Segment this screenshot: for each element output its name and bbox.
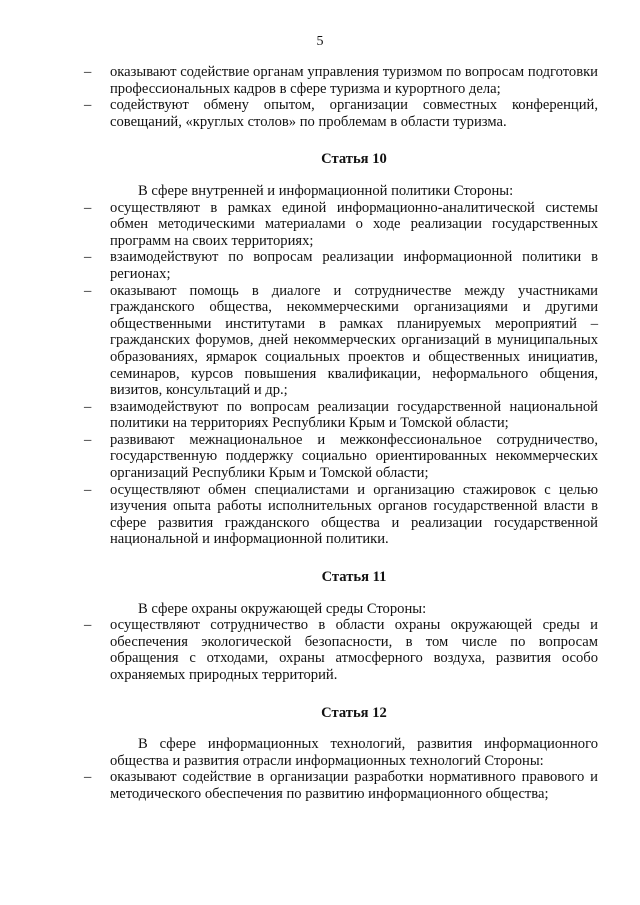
list-item: – содействуют обмену опытом, организации совместных конференций, совещаний, «круглых столов» по проблемам в области туризма. — [84, 97, 598, 130]
article-11-title: Статья 11 — [321, 569, 387, 586]
article-12-title: Статья 12 — [321, 704, 387, 721]
article-10-title: Статья 10 — [321, 151, 387, 168]
list-item: – осуществляют сотрудничество в области охраны окружающей среды и обеспечения экологической безопасности, в том числе по вопросам обращения с отходами, охраны атмосферного воздуха, развития особо охраняемых природных территорий. — [84, 617, 598, 683]
list-item: – осуществляют обмен специалистами и организацию стажировок с целью изучения опыта работы исполнительных органов государственной власти в сфере развития гражданского общества и реализации государственной национальной и информационной политики. — [84, 481, 598, 548]
dash-marker: – — [84, 249, 92, 266]
list-item: – оказывают содействие органам управления туризмом по вопросам подготовки профессиональных кадров в сфере туризма и курортного дела; — [84, 64, 598, 97]
dash-marker: – — [84, 64, 92, 80]
list-item: – оказывают помощь в диалоге и сотрудничестве между участниками гражданского общества, некоммерческими организациями и другими общественными институтами в рамках планируемых мероприятий – гражданских форумов, дней некоммерческих организаций в муниципальных образованиях, ярмарок социальных проектов и общественных инициатив, семинаров, курсов повышения квалификации, неформального общения, визитов, консультаций и др.; — [84, 282, 598, 399]
list-item: – взаимодействуют по вопросам реализации информационной политики в регионах; — [84, 249, 598, 282]
dash-marker: – — [84, 282, 92, 299]
article-10-intro: В сфере внутренней и информационной политики Стороны: — [138, 182, 514, 199]
dash-marker: – — [84, 199, 92, 216]
dash-marker: – — [84, 481, 92, 498]
dash-marker: – — [84, 97, 92, 114]
list-item: – оказывают содействие в организации разработки нормативного правового и методического обеспечения по развитию информационного общества; — [84, 769, 598, 802]
dash-marker: – — [84, 398, 92, 415]
document-body — [84, 64, 598, 803]
article-12-intro: В сфере информационных технологий, развития информационного общества и развития отрасли информационных технологий Стороны: — [110, 736, 598, 769]
article-11-intro: В сфере охраны окружающей среды Стороны: — [138, 600, 427, 617]
dash-marker: – — [84, 617, 92, 634]
list-item: – взаимодействуют по вопросам реализации государственной национальной политики на территориях Республики Крым и Томской области; — [84, 398, 598, 432]
list-item: – развивают межнациональное и межконфессиональное сотрудничество, государственную поддержку социально ориентированных некоммерческих организаций Республики Крым и Томской области; — [84, 431, 598, 482]
dash-marker: – — [84, 769, 92, 786]
page-number: 5 — [316, 34, 324, 49]
dash-marker: – — [84, 431, 92, 448]
list-item: – осуществляют в рамках единой информационно-аналитической системы обмен методическими материалами о ходе реализации государственных программ на своих территориях; — [84, 199, 598, 249]
